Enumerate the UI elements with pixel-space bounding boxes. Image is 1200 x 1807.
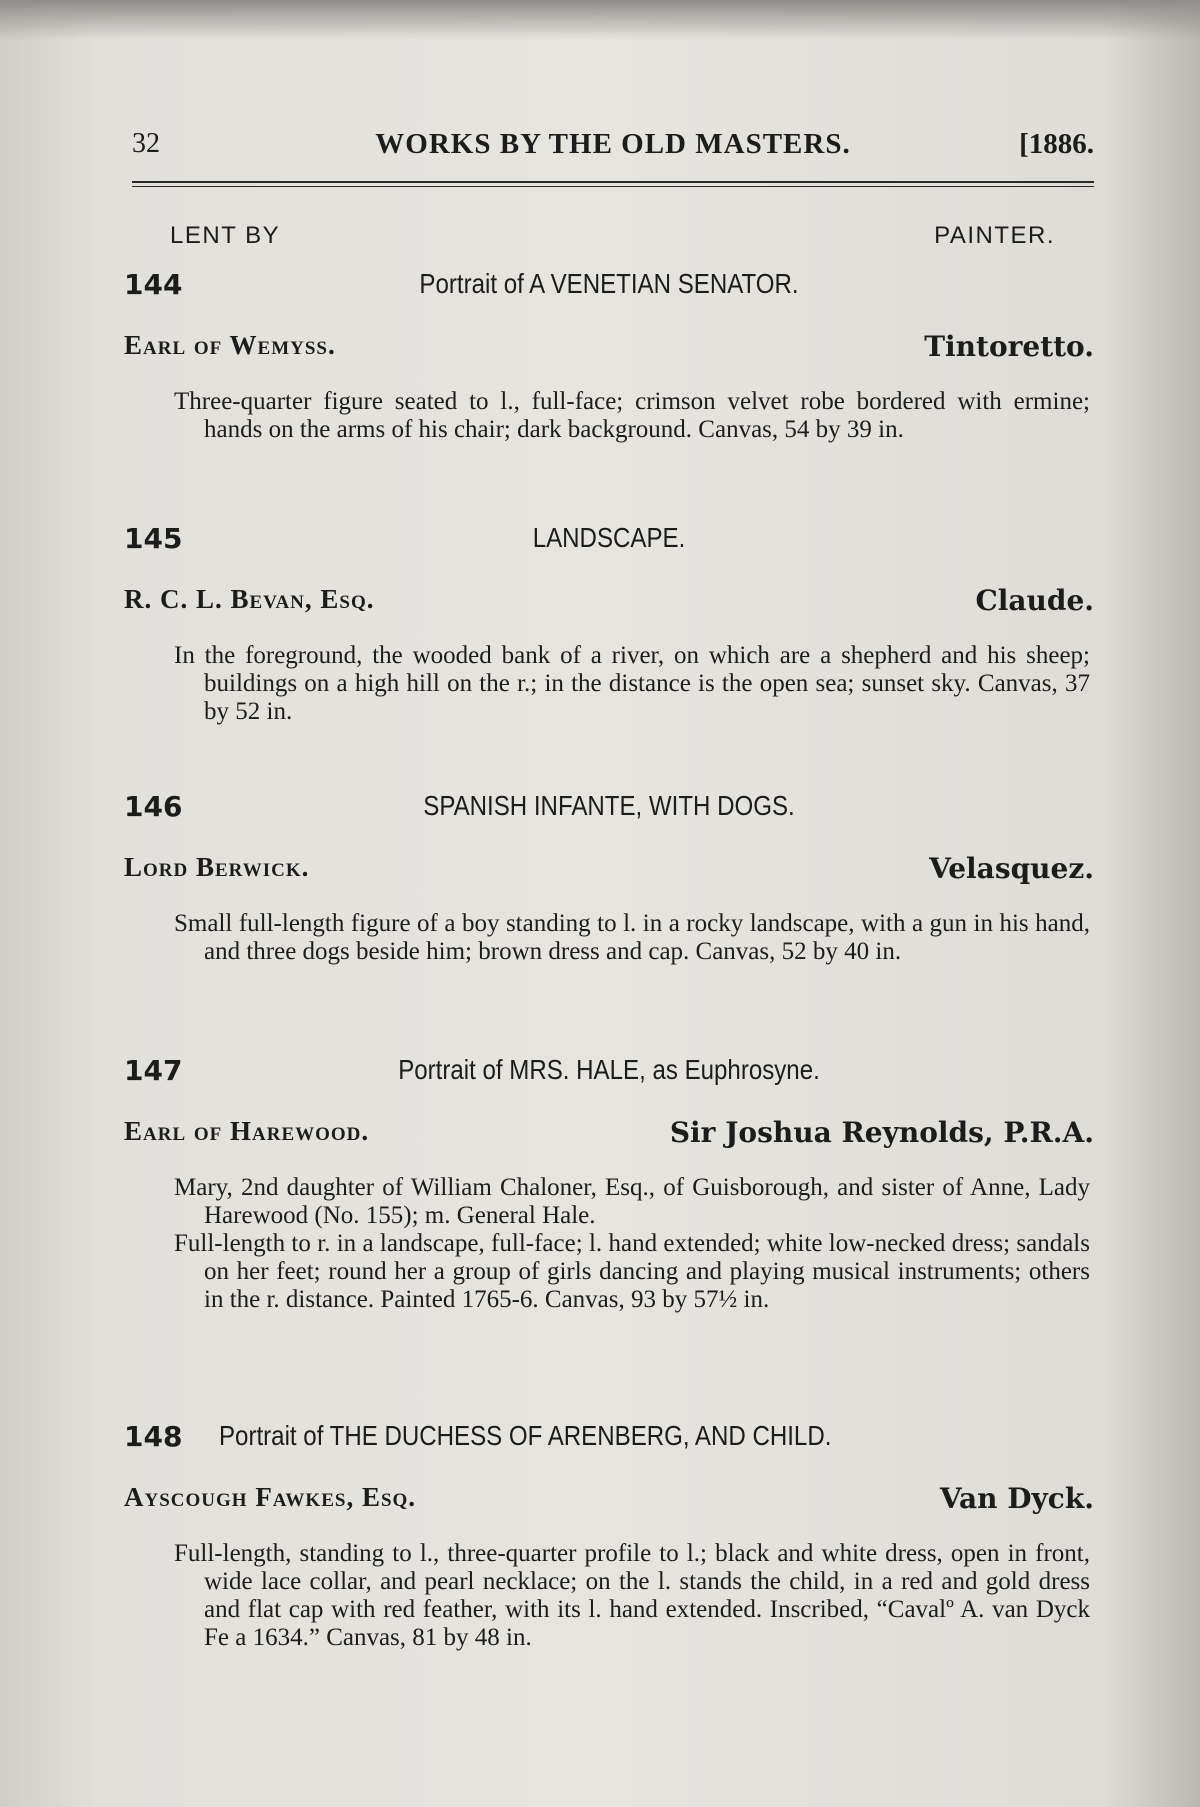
- running-title: WORKS BY THE OLD MASTERS.: [375, 128, 851, 160]
- entry-description: [174, 910, 1090, 966]
- entry-title: LANDSCAPE.: [532, 522, 686, 553]
- entry-number: 148: [124, 1420, 183, 1453]
- column-headers: [170, 222, 1055, 252]
- entry-painter: Sir Joshua Reynolds, P.R.A.: [669, 1116, 1094, 1149]
- page-header: [132, 128, 1094, 168]
- description-paragraph: In the foreground, the wooded bank of a river, on which are a shepherd and his sheep; buildings on a high hill on the r.; in the distance is the open sea; sunset sky. Canvas, 37 by 52 in.: [174, 642, 1090, 725]
- entry-description: [174, 1540, 1090, 1652]
- entry-title: SPANISH INFANTE, WITH DOGS.: [423, 790, 795, 821]
- entry-lender: Ayscough Fawkes, Esq.: [124, 1482, 417, 1512]
- catalogue-entry: [124, 268, 1094, 444]
- entry-description: [174, 388, 1090, 444]
- year-label: [1886.: [1019, 128, 1094, 160]
- header-rule-thin: [132, 186, 1094, 187]
- description-paragraph: Full-length, standing to l., three-quarter profile to l.; black and white dress, open in front, wide lace collar, and pearl necklace; on the l. stands the child, in a red and gold dress and flat cap with red feather, with its l. hand extended. Inscribed, “Cavalº A. van Dyck Fe a 1634.” Canvas, 81 by 48 in.: [174, 1540, 1090, 1651]
- painter-heading: PAINTER.: [934, 222, 1055, 249]
- catalogue-entry: [124, 522, 1094, 726]
- entry-number: 144: [124, 268, 183, 301]
- entry-number: 147: [124, 1054, 183, 1087]
- page-number: 32: [132, 128, 160, 159]
- catalogue-entry: [124, 1420, 1094, 1652]
- entry-number: 145: [124, 522, 183, 555]
- description-paragraph: Full-length to r. in a landscape, full-face; l. hand extended; white low-necked dress; sandals on her feet; round her a group of girls dancing and playing musical instruments; others in the r. distance. Painted 1765-6. Canvas, 93 by 57½ in.: [174, 1230, 1090, 1313]
- catalogue-entry: [124, 1054, 1094, 1314]
- entry-description: [174, 1174, 1090, 1314]
- entry-painter: Van Dyck.: [939, 1482, 1094, 1515]
- lent-by-heading: LENT BY: [170, 222, 281, 249]
- entry-painter: Tintoretto.: [924, 330, 1094, 363]
- entry-lender: Earl of Harewood.: [124, 1116, 370, 1146]
- entry-painter: Velasquez.: [929, 852, 1094, 885]
- catalogue-entry: [124, 790, 1094, 966]
- entry-lender: R. C. L. Bevan, Esq.: [124, 584, 375, 614]
- entry-title: Portrait of THE DUCHESS OF ARENBERG, AND CHILD.: [219, 1420, 832, 1451]
- description-paragraph: Mary, 2nd daughter of William Chaloner, Esq., of Guisborough, and sister of Anne, Lady Harewood (No. 155); m. General Hale.: [174, 1174, 1090, 1229]
- entry-title: Portrait of MRS. HALE, as Euphrosyne.: [398, 1054, 820, 1085]
- description-paragraph: Three-quarter figure seated to l., full-face; crimson velvet robe bordered with ermine; hands on the arms of his chair; dark background. Canvas, 54 by 39 in.: [174, 388, 1090, 443]
- entry-painter: Claude.: [975, 584, 1094, 617]
- entry-lender: Earl of Wemyss.: [124, 330, 336, 360]
- entry-description: [174, 642, 1090, 726]
- entry-title: Portrait of A VENETIAN SENATOR.: [419, 268, 799, 299]
- entry-lender: Lord Berwick.: [124, 852, 310, 882]
- entry-number: 146: [124, 790, 183, 823]
- description-paragraph: Small full-length figure of a boy standing to l. in a rocky landscape, with a gun in his hand, and three dogs beside him; brown dress and cap. Canvas, 52 by 40 in.: [174, 910, 1090, 965]
- header-rule-thick: [132, 181, 1094, 183]
